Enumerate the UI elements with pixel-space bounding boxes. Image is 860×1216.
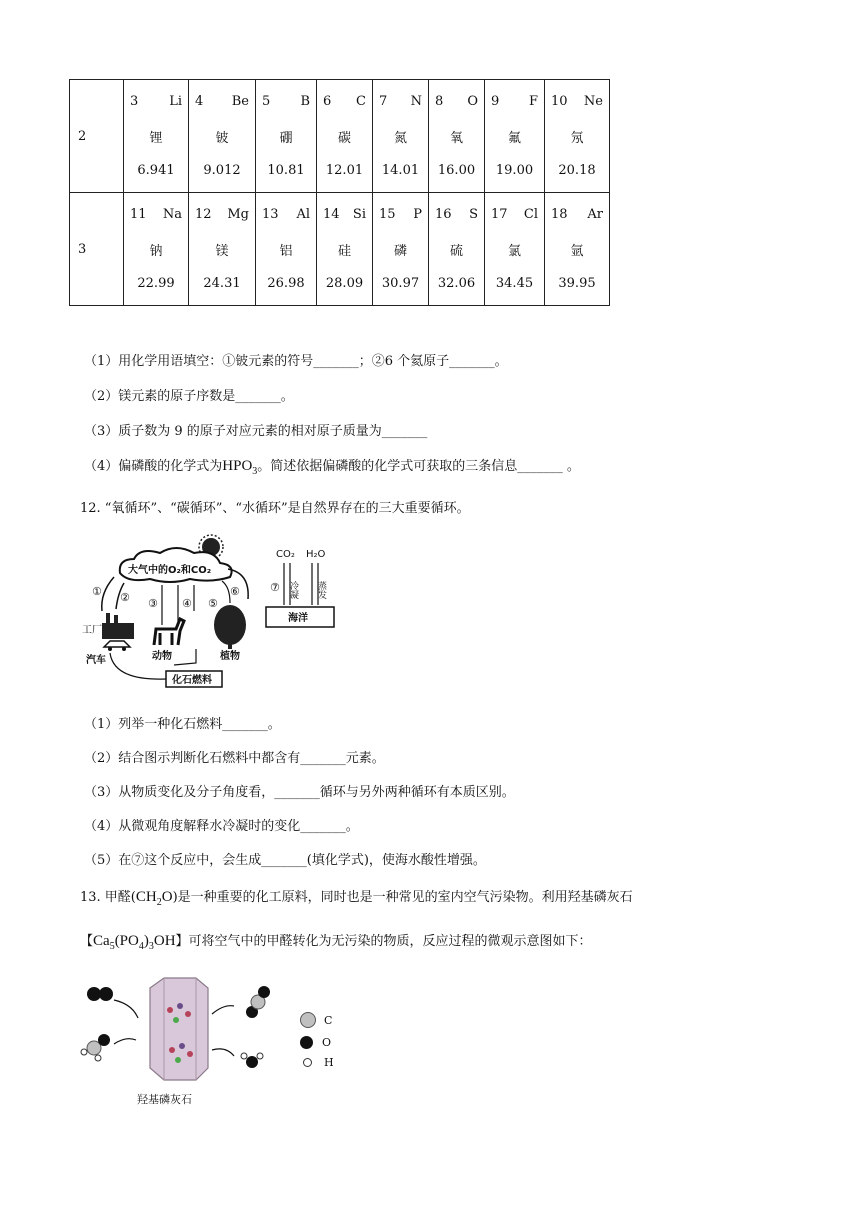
natural-cycle-diagram — [80, 533, 340, 691]
plant-label: 植物 — [220, 651, 240, 662]
arrow-label-4: ④ — [182, 597, 192, 610]
arrow-label-6: ⑥ — [230, 585, 240, 598]
element-cell: 8 O 氧 16.00 — [429, 80, 485, 193]
q11-part1: （1）用化学用语填空：①铍元素的符号_______；②6 个氦原子_______。 — [84, 354, 508, 369]
h2o-label: H₂O — [306, 549, 326, 560]
arrow-label-2: ② — [120, 591, 130, 604]
arrow-label-3: ③ — [148, 597, 158, 610]
arrow-label-7: ⑦ — [270, 581, 280, 594]
q11-part2: （2）镁元素的原子序数是_______。 — [84, 389, 294, 404]
element-cell: 11 Na 钠 22.99 — [124, 193, 189, 306]
element-cell: 14 Si 硅 28.09 — [317, 193, 373, 306]
element-cell: 13 Al 铝 26.98 — [256, 193, 317, 306]
reaction-diagram — [80, 970, 300, 1088]
element-cell: 5 B 硼 10.81 — [256, 80, 317, 193]
q12-part3: （3）从物质变化及分子角度看，_______循环与另外两种循环有本质区别。 — [84, 785, 515, 800]
element-cell: 6 C 碳 12.01 — [317, 80, 373, 193]
formaldehyde-molecule-icon — [81, 1034, 110, 1061]
animal-label: 动物 — [152, 651, 172, 662]
legend-hydrogen: H — [300, 1056, 334, 1069]
co2-molecule-icon — [246, 986, 270, 1018]
element-cell: 16 S 硫 32.06 — [429, 193, 485, 306]
table-row — [70, 80, 610, 193]
arrow-label-1: ① — [92, 585, 102, 598]
hpo3-formula: $HPO_3$ — [222, 458, 258, 477]
element-cell: 3 Li 锂 6.941 — [124, 80, 189, 193]
h2o-molecule-icon — [241, 1053, 263, 1068]
q12-part2: （2）结合图示判断化石燃料中都含有_______元素。 — [84, 751, 385, 766]
q13-line1: 13. 甲醛$(CH_2O)$是一种重要的化工原料，同时也是一种常见的室内空气污染物。利用羟基磷灰石 — [80, 889, 633, 908]
element-cell: 12 Mg 镁 24.31 — [189, 193, 256, 306]
crystal-caption: 羟基磷灰石 — [137, 1093, 192, 1106]
element-cell: 17 Cl 氯 34.45 — [485, 193, 545, 306]
factory-icon — [102, 613, 134, 639]
element-cell: 18 Ar 氩 39.95 — [545, 193, 610, 306]
arrow-label-5: ⑤ — [208, 597, 218, 610]
atmosphere-label: 大气中的O₂和CO₂ — [128, 565, 212, 576]
hydroxyapatite-crystal-icon — [150, 978, 208, 1080]
hydrogen-atom-icon — [303, 1058, 312, 1067]
table-row — [70, 193, 610, 306]
element-cell: 9 F 氟 19.00 — [485, 80, 545, 193]
fossil-fuel-label: 化石燃料 — [172, 675, 212, 686]
q12-part1: （1）列举一种化石燃料_______。 — [84, 717, 281, 732]
periodic-table — [69, 79, 610, 306]
q12-part4: （4）从微观角度解释水冷凝时的变化_______。 — [84, 819, 359, 834]
plant-icon — [214, 605, 246, 649]
element-cell: 10 Ne 氖 20.18 — [545, 80, 610, 193]
legend-carbon: C — [300, 1012, 332, 1028]
evaporate-label: 蒸发 — [316, 581, 326, 599]
ch2o-formula: $CH_2O$ — [135, 889, 173, 908]
factory-label: 工厂 — [82, 625, 102, 636]
q12-stem: 12. “氧循环”、“碳循环”、“水循环”是自然界存在的三大重要循环。 — [80, 501, 470, 516]
oxygen-atom-icon — [300, 1036, 313, 1049]
car-label: 汽车 — [86, 655, 106, 666]
period-label: 2 — [70, 80, 124, 193]
condense-label: 冷凝 — [288, 581, 298, 599]
legend-oxygen: O — [300, 1036, 331, 1049]
carbon-atom-icon — [300, 1012, 316, 1028]
q11-part3: （3）质子数为 9 的原子对应元素的相对原子质量为_______ — [84, 424, 428, 439]
q12-part5: （5）在⑦这个反应中，会生成_______(填化学式)，使海水酸性增强。 — [84, 853, 486, 868]
co2-label: CO₂ — [276, 549, 295, 560]
q11-part4: （4）偏磷酸的化学式为$HPO_3$。简述依据偏磷酸的化学式可获取的三条信息_______ 。 — [84, 458, 580, 477]
element-cell: 7 N 氮 14.01 — [373, 80, 429, 193]
element-cell: 15 P 磷 30.97 — [373, 193, 429, 306]
o2-molecule-icon — [87, 987, 113, 1001]
animal-icon — [154, 619, 184, 645]
element-cell: 4 Be 铍 9.012 — [189, 80, 256, 193]
period-label: 3 — [70, 193, 124, 306]
hydroxyapatite-formula: $Ca_5(PO_4)_3OH$ — [93, 933, 176, 952]
ocean-label: 海洋 — [288, 613, 308, 624]
q13-line2: 【$Ca_5(PO_4)_3OH$】可将空气中的甲醛转化为无污染的物质，反应过程的微观示意图如下： — [80, 933, 592, 952]
car-icon — [104, 641, 130, 651]
